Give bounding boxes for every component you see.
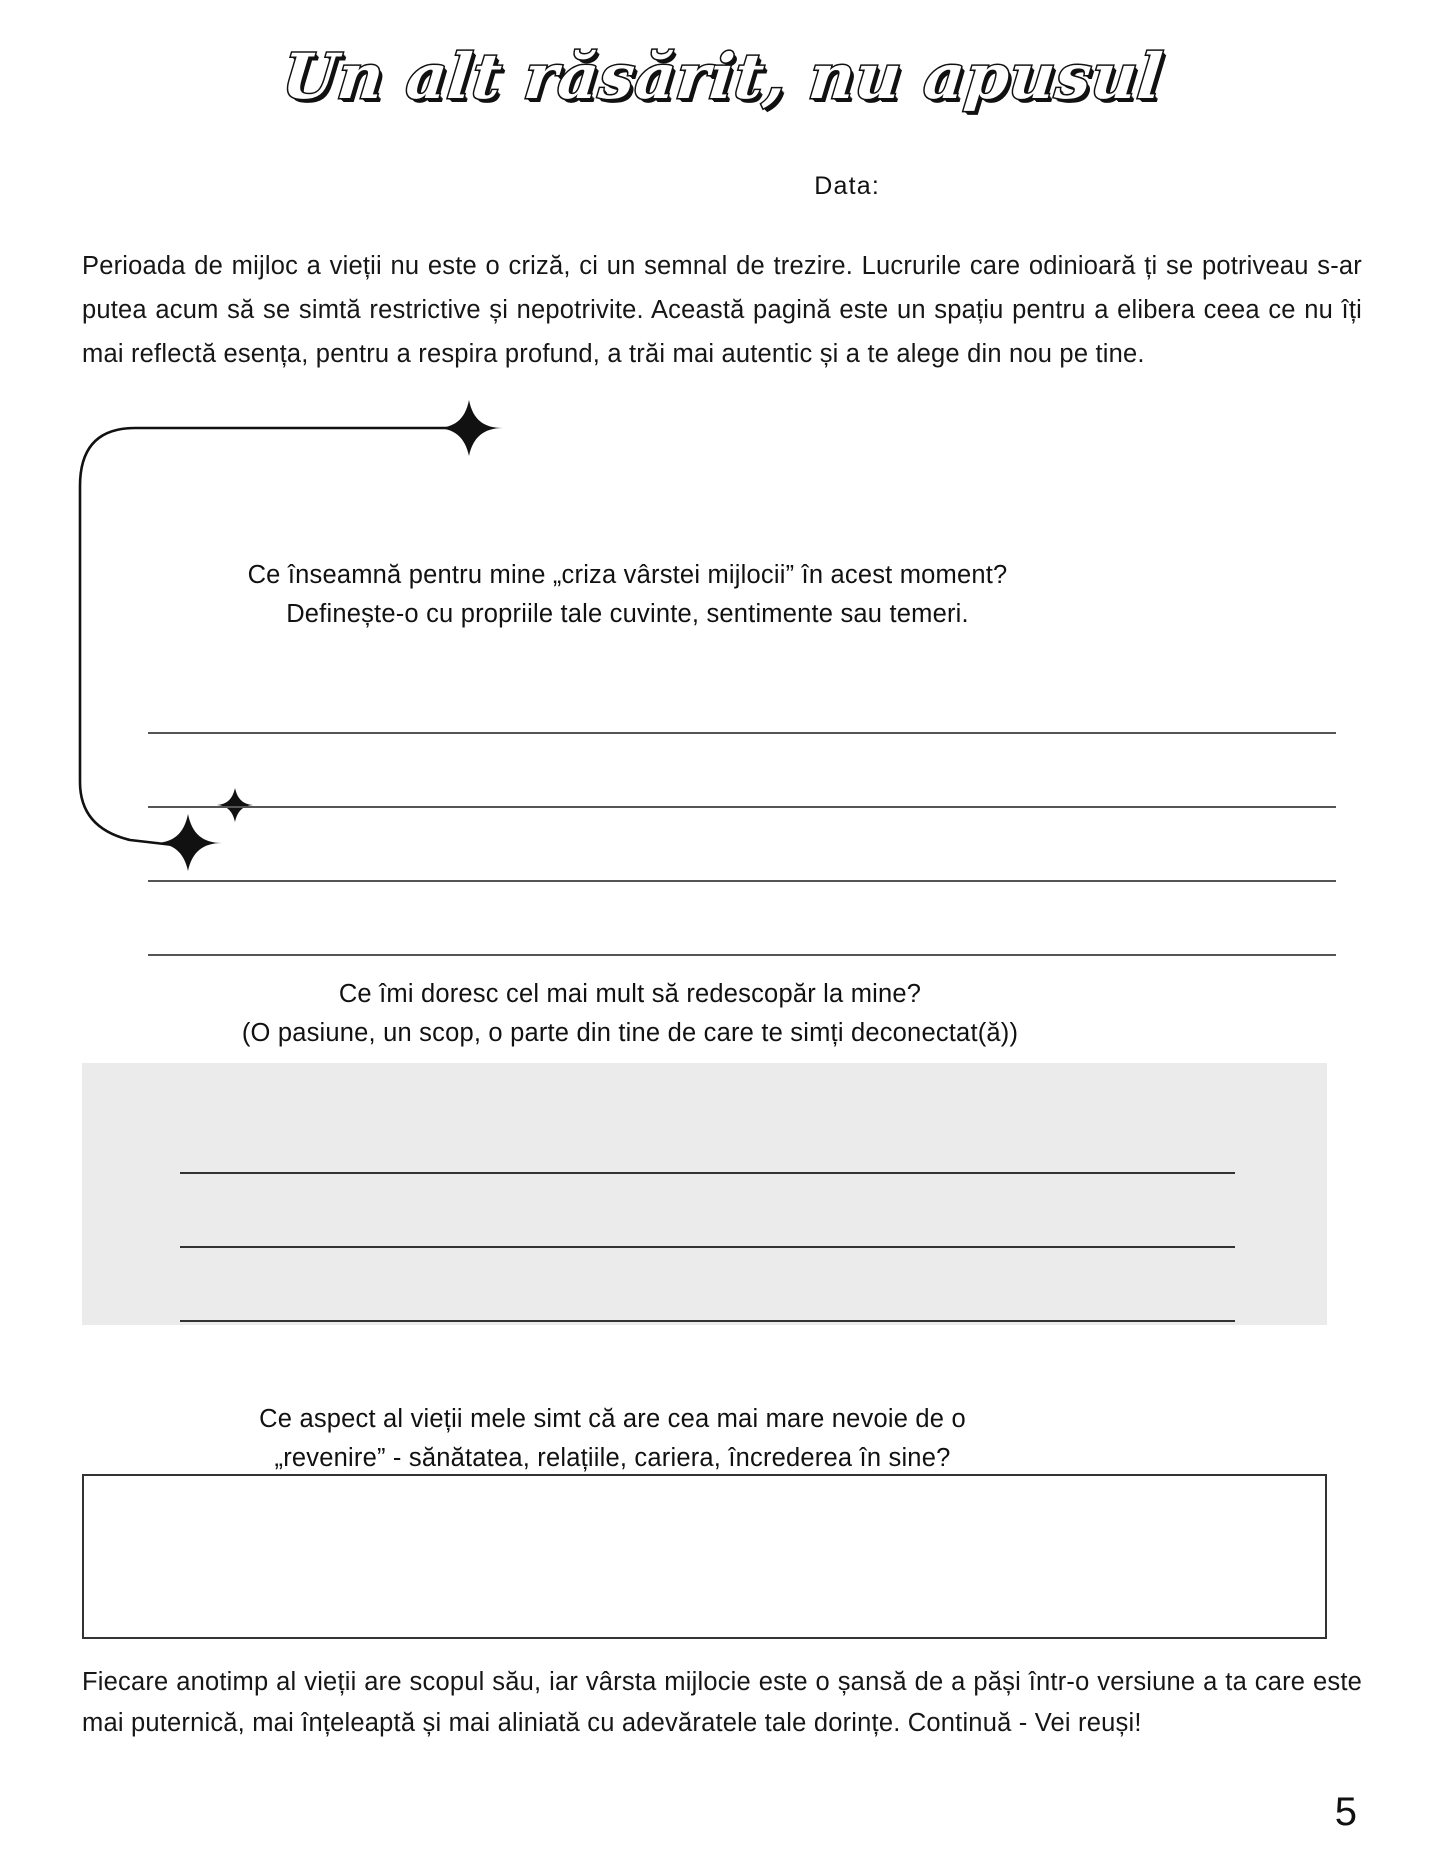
answer-line[interactable] — [148, 882, 1336, 956]
question-2 — [0, 975, 1445, 1053]
answer-line[interactable] — [180, 1248, 1235, 1322]
question-3 — [0, 1400, 1445, 1478]
question-2-line-1: Ce îmi doresc cel mai mult să redescopăr la mine? — [338, 980, 922, 1008]
question-3-line-2: „revenire” - sănătatea, relațiile, cariera, încrederea în sine? — [274, 1443, 951, 1472]
answer-line[interactable] — [180, 1100, 1235, 1174]
sparkle-star-icon-top — [435, 400, 503, 456]
answer-line[interactable] — [148, 734, 1336, 808]
question-1-line-2: Definește-o cu propriile tale cuvinte, sentimente sau temeri. — [286, 599, 969, 628]
answer-lines-2[interactable] — [180, 1100, 1235, 1322]
question-2-line-2: (O pasiune, un scop, o parte din tine de care te simți deconectat(ă)) — [241, 1018, 1019, 1047]
answer-line[interactable] — [180, 1174, 1235, 1248]
page-title-container — [0, 40, 1445, 113]
intro-paragraph: Perioada de mijloc a vieții nu este o criză, ci un semnal de trezire. Lucrurile care odinioară ți se potriveau s-ar putea acum să se simtă restrictive și nepotrivite. Această pagină este un spațiu pentru a elibera ceea ce nu îți mai reflectă esența, pentru a respira profund, a trăi mai autentic și a te alege din nou pe tine. — [82, 252, 1362, 368]
question-3-line-1: Ce aspect al vieții mele simt că are cea mai mare nevoie de o — [259, 1405, 966, 1433]
closing-paragraph: Fiecare anotimp al vieții are scopul său, iar vârsta mijlocie este o șansă de a păși într-o versiune a ta care este mai puternică, mai înțeleaptă și mai aliniată cu adevăratele tale dorințe. Continuă - Vei reuși! — [82, 1668, 1362, 1738]
question-1-line-1: Ce înseamnă pentru mine „criza vârstei mijlocii” în acest moment? — [247, 561, 1008, 589]
answer-box-outlined-3[interactable] — [82, 1474, 1327, 1639]
page-title: Un alt răsărit, nu apusul — [278, 40, 1167, 113]
answer-line[interactable] — [148, 808, 1336, 882]
question-1 — [0, 556, 1445, 634]
date-label: Data: — [814, 172, 880, 200]
answer-lines-1[interactable] — [148, 660, 1336, 956]
page-number: 5 — [1334, 1790, 1357, 1834]
answer-line[interactable] — [148, 660, 1336, 734]
